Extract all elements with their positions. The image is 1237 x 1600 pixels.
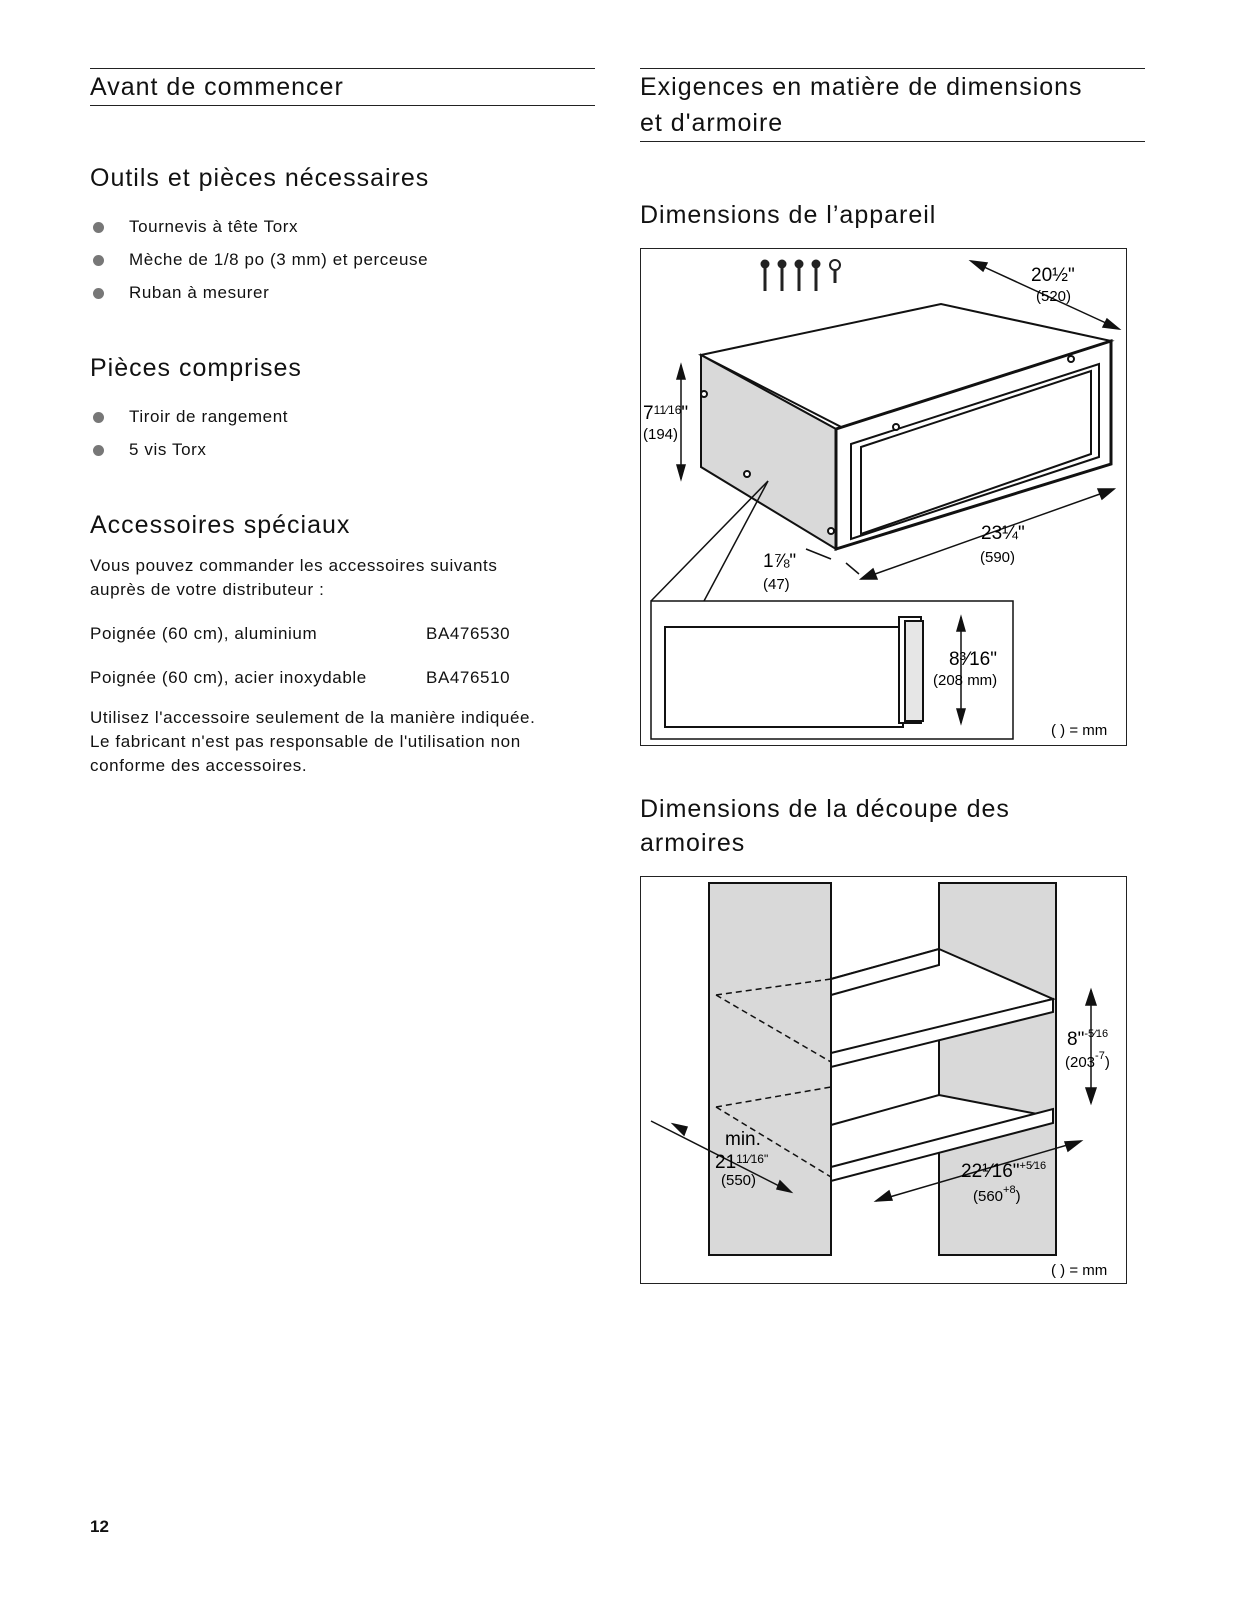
width-in-label: 23¼" bbox=[981, 523, 1025, 544]
cutout-diagram bbox=[641, 877, 1126, 1283]
accessory-row: Poignée (60 cm), acier inoxydable BA476510 bbox=[90, 668, 511, 687]
appliance-dimensions-heading: Dimensions de l’appareil bbox=[640, 201, 937, 229]
cutout-height-label: 8"$^{-5⁄16}$ bbox=[1067, 1028, 1109, 1050]
mm-legend: ( ) = mm bbox=[1051, 722, 1108, 739]
cutout-depth-label: $21^{11⁄16"}$ bbox=[715, 1152, 769, 1173]
accessories-heading: Accessoires spéciaux bbox=[90, 511, 351, 539]
list-item: Mèche de 1/8 po (3 mm) et perceuse bbox=[90, 248, 428, 281]
cutout-height-mm-label: $(203^{-7})$ bbox=[1065, 1050, 1110, 1071]
parts-list bbox=[90, 405, 288, 471]
bullet-icon bbox=[93, 255, 104, 266]
tools-heading: Outils et pièces nécessaires bbox=[90, 164, 430, 192]
cutout-depth-mm-label: (550) bbox=[721, 1172, 757, 1189]
list-item: Tiroir de rangement bbox=[90, 405, 288, 438]
appliance-diagram bbox=[641, 249, 1126, 745]
accessories-intro: Vous pouvez commander les accessoires suivants auprès de votre distributeur : bbox=[90, 556, 498, 599]
front-height-mm-label: (208 mm) bbox=[933, 672, 998, 689]
list-item: Ruban à mesurer bbox=[90, 281, 428, 314]
bullet-icon bbox=[93, 445, 104, 456]
appliance-dimensions-figure bbox=[640, 248, 1127, 746]
depth-mm-label: (520) bbox=[1036, 288, 1072, 305]
screws-icon bbox=[761, 260, 840, 291]
tools-list bbox=[90, 215, 428, 314]
list-item: Tournevis à tête Torx bbox=[90, 215, 428, 248]
accessories-note: Utilisez l'accessoire seulement de la manière indiquée. Le fabricant n'est pas responsable de l'utilisation non conforme des accessoires. bbox=[90, 708, 536, 775]
height-mm-label: (194) bbox=[643, 426, 679, 443]
cutout-width-mm-label: $(560^{+8})$ bbox=[973, 1184, 1021, 1205]
front-height-in-label: 8³⁄16" bbox=[949, 649, 997, 670]
depth-in-label: 20½" bbox=[1031, 265, 1075, 286]
parts-heading: Pièces comprises bbox=[90, 354, 302, 382]
section-title-before-start: Avant de commencer bbox=[90, 68, 595, 106]
bullet-icon bbox=[93, 288, 104, 299]
list-item: 5 vis Torx bbox=[90, 438, 288, 471]
cutout-width-label: 22¹⁄16"$^{+5⁄16}$ bbox=[961, 1160, 1047, 1182]
cutout-dimensions-figure bbox=[640, 876, 1127, 1284]
min-label: min. bbox=[725, 1129, 761, 1150]
page-number: 12 bbox=[90, 1517, 109, 1536]
front-mm-label: (47) bbox=[763, 576, 790, 593]
cutout-heading: Dimensions de la découpe des armoires bbox=[640, 795, 1010, 857]
front-in-label: 1⅞" bbox=[763, 551, 797, 572]
bullet-icon bbox=[93, 412, 104, 423]
width-mm-label: (590) bbox=[980, 549, 1016, 566]
bullet-icon bbox=[93, 222, 104, 233]
accessory-row: Poignée (60 cm), aluminium BA476530 bbox=[90, 624, 511, 643]
height-in-label: $7^{11⁄16}$" bbox=[643, 403, 689, 424]
cutout-mm-legend: ( ) = mm bbox=[1051, 1262, 1108, 1279]
section-title-dimensions: Exigences en matière de dimensions et d'armoire bbox=[640, 68, 1145, 142]
